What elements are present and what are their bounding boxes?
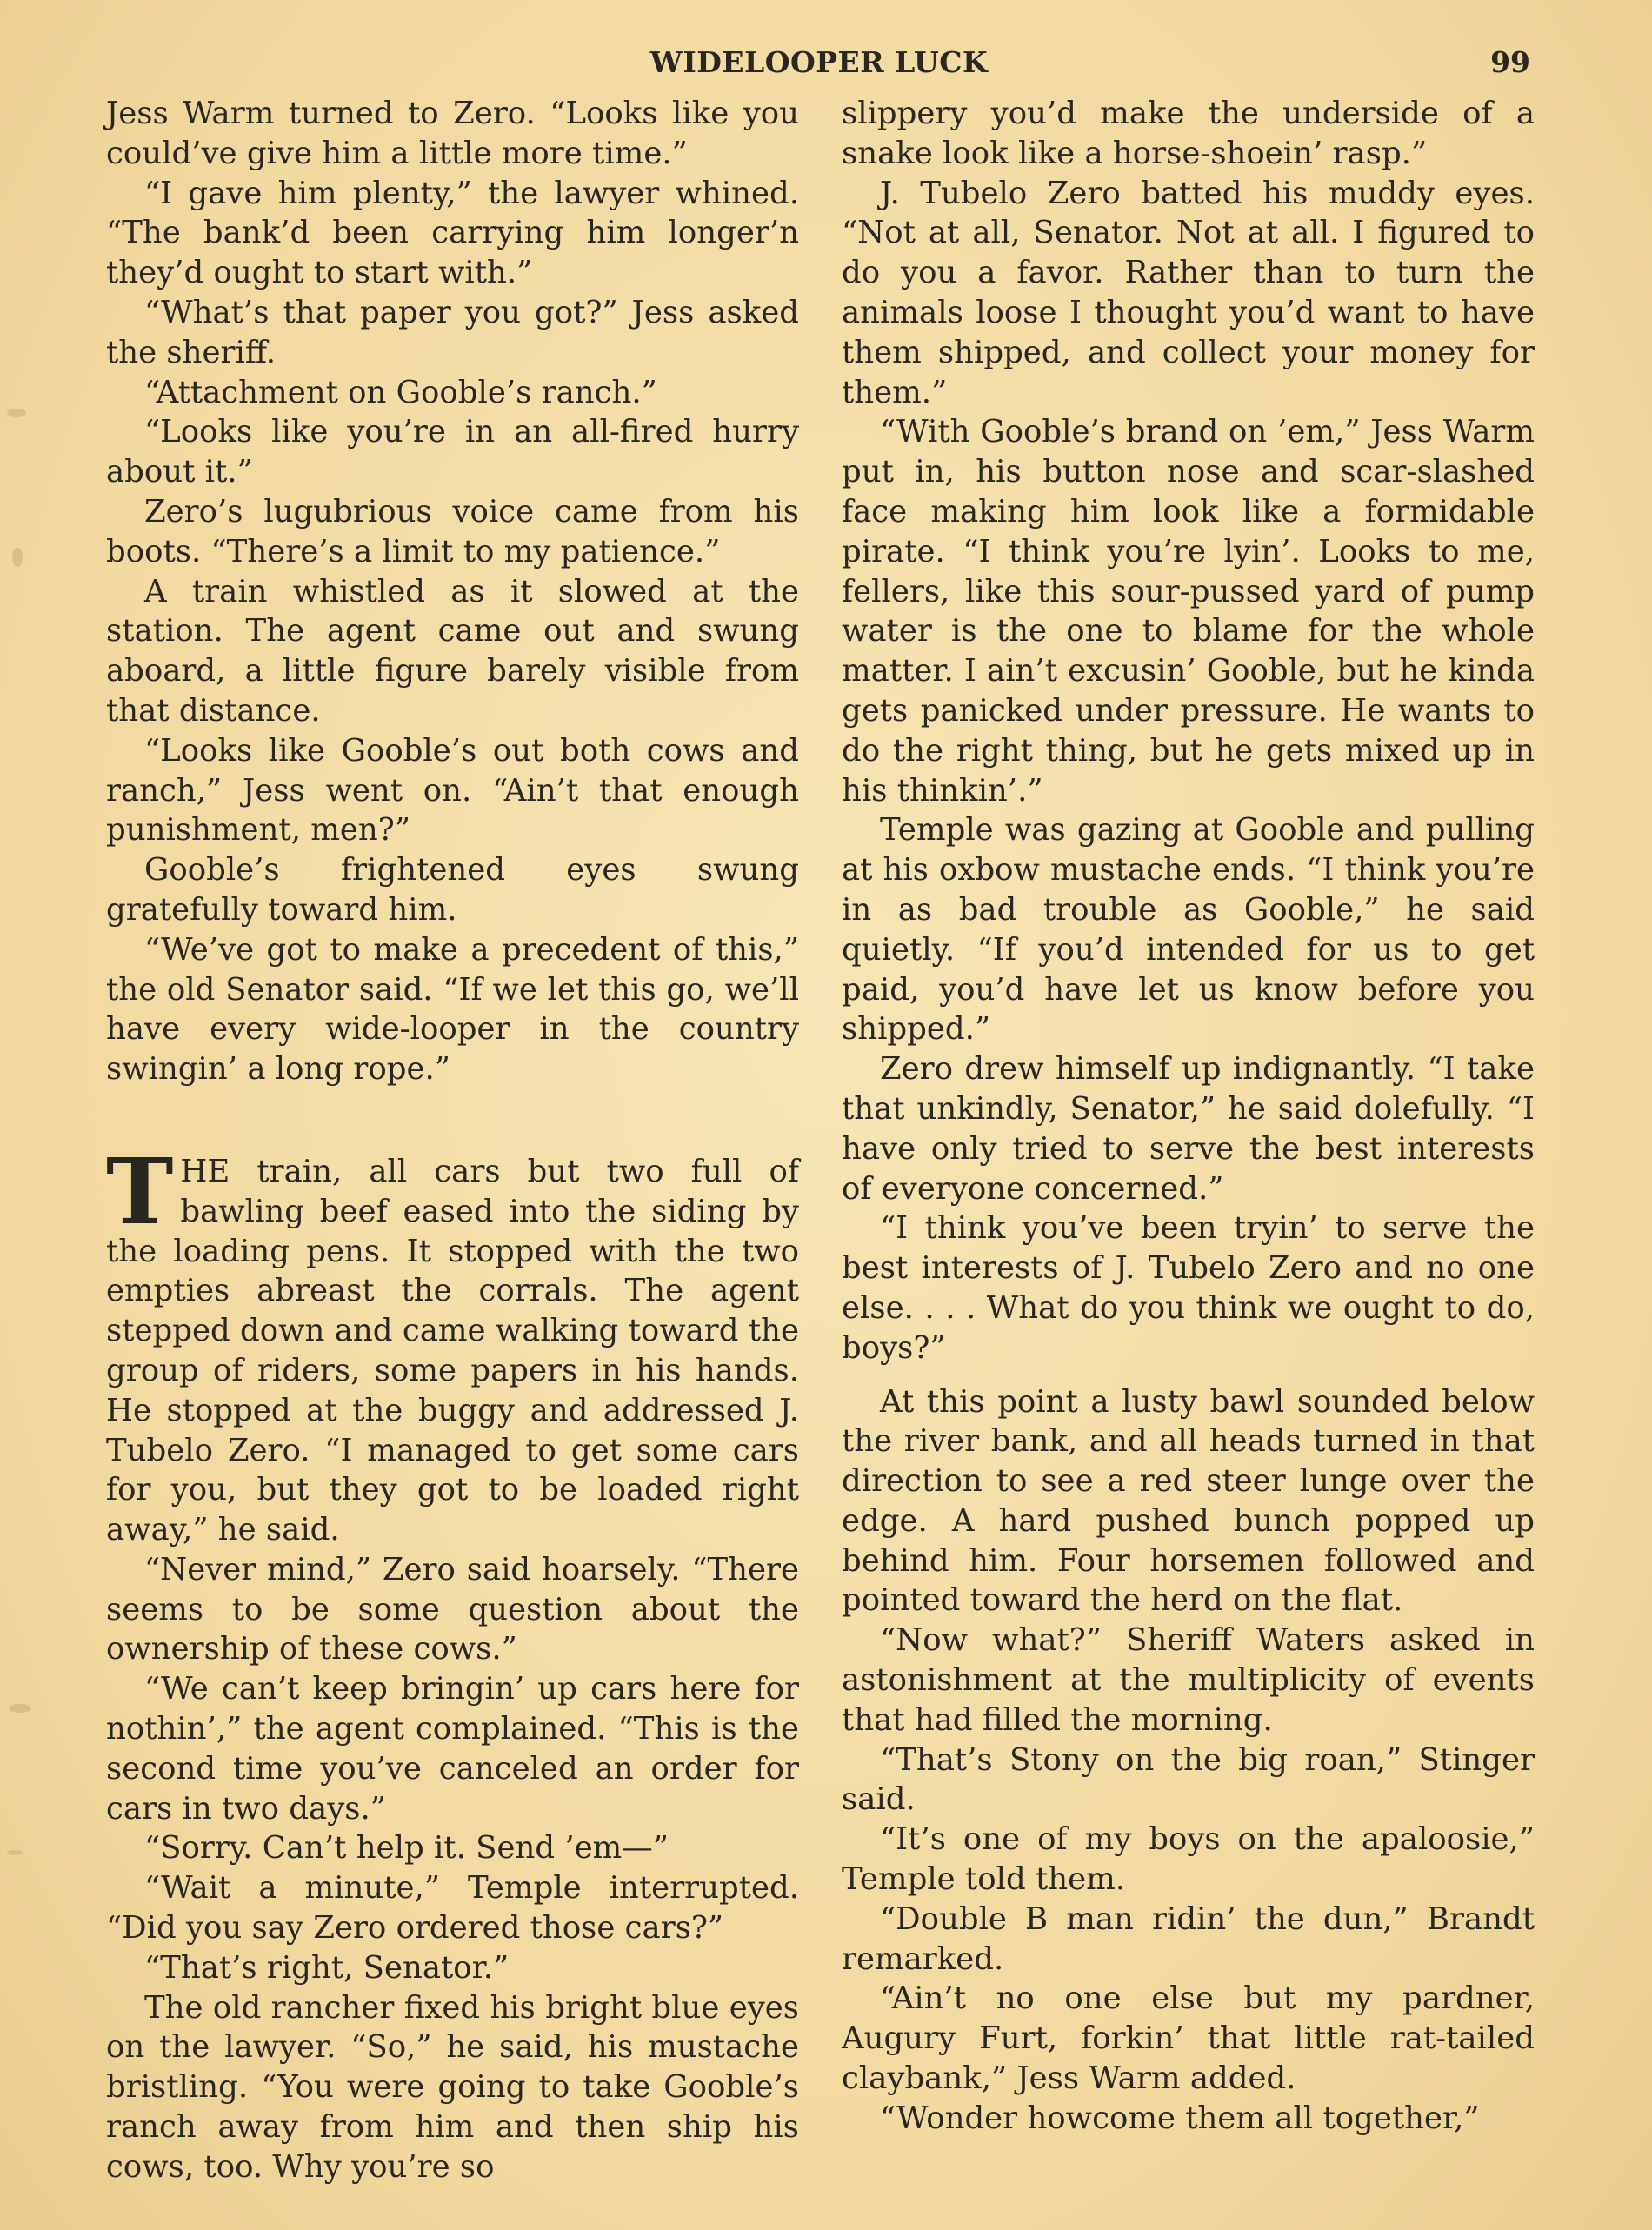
- paragraph: “Double B man ridin’ the dun,” Brandt remarked.: [842, 1900, 1535, 1977]
- paragraph: Temple was gazing at Gooble and pulling at his oxbow mustache ends. “I think you’re in as bad trouble as Gooble,” he said quietly. “If you’d intended for us to get paid, you’d have let us know before you shipped.”: [842, 812, 1535, 1048]
- paragraph: “Attachment on Gooble’s ranch.”: [144, 374, 657, 410]
- right-column: [842, 94, 1535, 2139]
- paragraph: “Wonder howcome them all together,”: [880, 2100, 1480, 2136]
- paragraph: “What’s that paper you got?” Jess asked the sheriff.: [106, 294, 799, 370]
- paragraph: “That’s right, Senator.”: [144, 1949, 510, 1986]
- paragraph: “Looks like Gooble’s out both cows and ranch,” Jess went on. “Ain’t that enough punishment, men?”: [106, 732, 799, 849]
- paragraph: “I think you’ve been tryin’ to serve the best interests of J. Tubelo Zero and no one else. . . . What do you think we ought to do, boys?”: [842, 1210, 1535, 1366]
- paragraph: Jess Warm turned to Zero. “Looks like you could’ve give him a little more time.”: [106, 96, 799, 171]
- paragraph: “We can’t keep bringin’ up cars here for nothin’,” the agent complained. “This is the second time you’ve canceled an order for cars in two days.”: [106, 1671, 799, 1827]
- section-opening-paragraph: [106, 1137, 799, 1550]
- paragraph: slippery you’d make the underside of a snake look like a horse-shoein’ rasp.”: [842, 96, 1535, 171]
- running-header: [106, 45, 1532, 89]
- paragraph: “With Gooble’s brand on ’em,” Jess Warm put in, his button nose and scar-slashed face making him look like a formidable pirate. “I think you’re lyin’. Looks to me, fellers, like this sour-pussed yard of pump water is the one to blame for the whole matter. I ain’t excusin’ Gooble, but he kinda gets panicked under pressure. He wants to do the right thing, but he gets mixed up in his thinkin’.”: [842, 414, 1535, 809]
- paragraph: Gooble’s frightened eyes swung gratefully toward him.: [106, 852, 799, 928]
- paragraph: “It’s one of my boys on the apaloosie,” Temple told them.: [842, 1821, 1535, 1898]
- left-column: [106, 94, 799, 2187]
- paragraph: “Ain’t no one else but my pardner, Augury Furt, forkin’ that little rat-tailed claybank,” Jess Warm added.: [842, 1980, 1535, 2097]
- paragraph: “I gave him plenty,” the lawyer whined. “The bank’d been carrying him longer’n they’d ought to start with.”: [106, 175, 799, 291]
- page-blemish: [7, 409, 26, 417]
- page-blemish: [9, 1704, 31, 1713]
- page-blemish: [7, 1850, 23, 1855]
- paragraph: Zero drew himself up indignantly. “I take that unkindly, Senator,” he said dolefully. “I have only tried to serve the best interests of everyone concerned.”: [842, 1051, 1535, 1207]
- paragraph: Zero’s lugubrious voice came from his boots. “There’s a limit to my patience.”: [106, 493, 799, 569]
- paragraph: “Sorry. Can’t help it. Send ’em—”: [144, 1830, 669, 1867]
- page-blemish: [12, 548, 23, 567]
- drop-cap: T: [106, 1137, 174, 1245]
- paragraph: J. Tubelo Zero batted his muddy eyes. “Not at all, Senator. Not at all. I figured to do you a favor. Rather than to turn the animals loose I thought you’d want to have them shipped, and collect your money for them.”: [842, 175, 1535, 410]
- paragraph: “Looks like you’re in an all-fired hurry about it.”: [106, 414, 799, 490]
- running-title: WIDELOOPER LUCK: [649, 45, 989, 79]
- paragraph: “Wait a minute,” Temple interrupted. “Did you say Zero ordered those cars?”: [106, 1870, 799, 1947]
- paragraph: “Never mind,” Zero said hoarsely. “There seems to be some question about the ownership of these cows.”: [106, 1551, 799, 1668]
- paragraph: “We’ve got to make a precedent of this,” the old Senator said. “If we let this go, we’ll have every wide-looper in the country swingin’ a long rope.”: [106, 931, 799, 1088]
- page-number: 99: [1490, 45, 1530, 79]
- paragraph: A train whistled as it slowed at the station. The agent came out and swung aboard, a little figure barely visible from that distance.: [106, 573, 799, 729]
- paragraph: “That’s Stony on the big roan,” Stinger said.: [842, 1741, 1535, 1818]
- paragraph-text: HE train, all cars but two full of bawling beef eased into the siding by the loading pens. It stopped with the two empties abreast the corrals. The agent stepped down and came walking toward the group of riders, some papers in his hands. He stopped at the buggy and addressed J. Tubelo Zero. “I managed to get some cars for you, but they got to be loaded right away,” he said.: [106, 1153, 799, 1548]
- paragraph: The old rancher fixed his bright blue eyes on the lawyer. “So,” he said, his mustache bristling. “You were going to take Gooble’s ranch away from him and then ship his cows, too. Why you’re so: [106, 1989, 799, 2185]
- paragraph: “Now what?” Sheriff Waters asked in astonishment at the multiplicity of events that had filled the morning.: [842, 1622, 1535, 1738]
- paragraph: At this point a lusty bawl sounded below the river bank, and all heads turned in that direction to see a red steer lunge over the edge. A hard pushed bunch popped up behind him. Four horsemen followed and pointed toward the herd on the flat.: [842, 1383, 1535, 1619]
